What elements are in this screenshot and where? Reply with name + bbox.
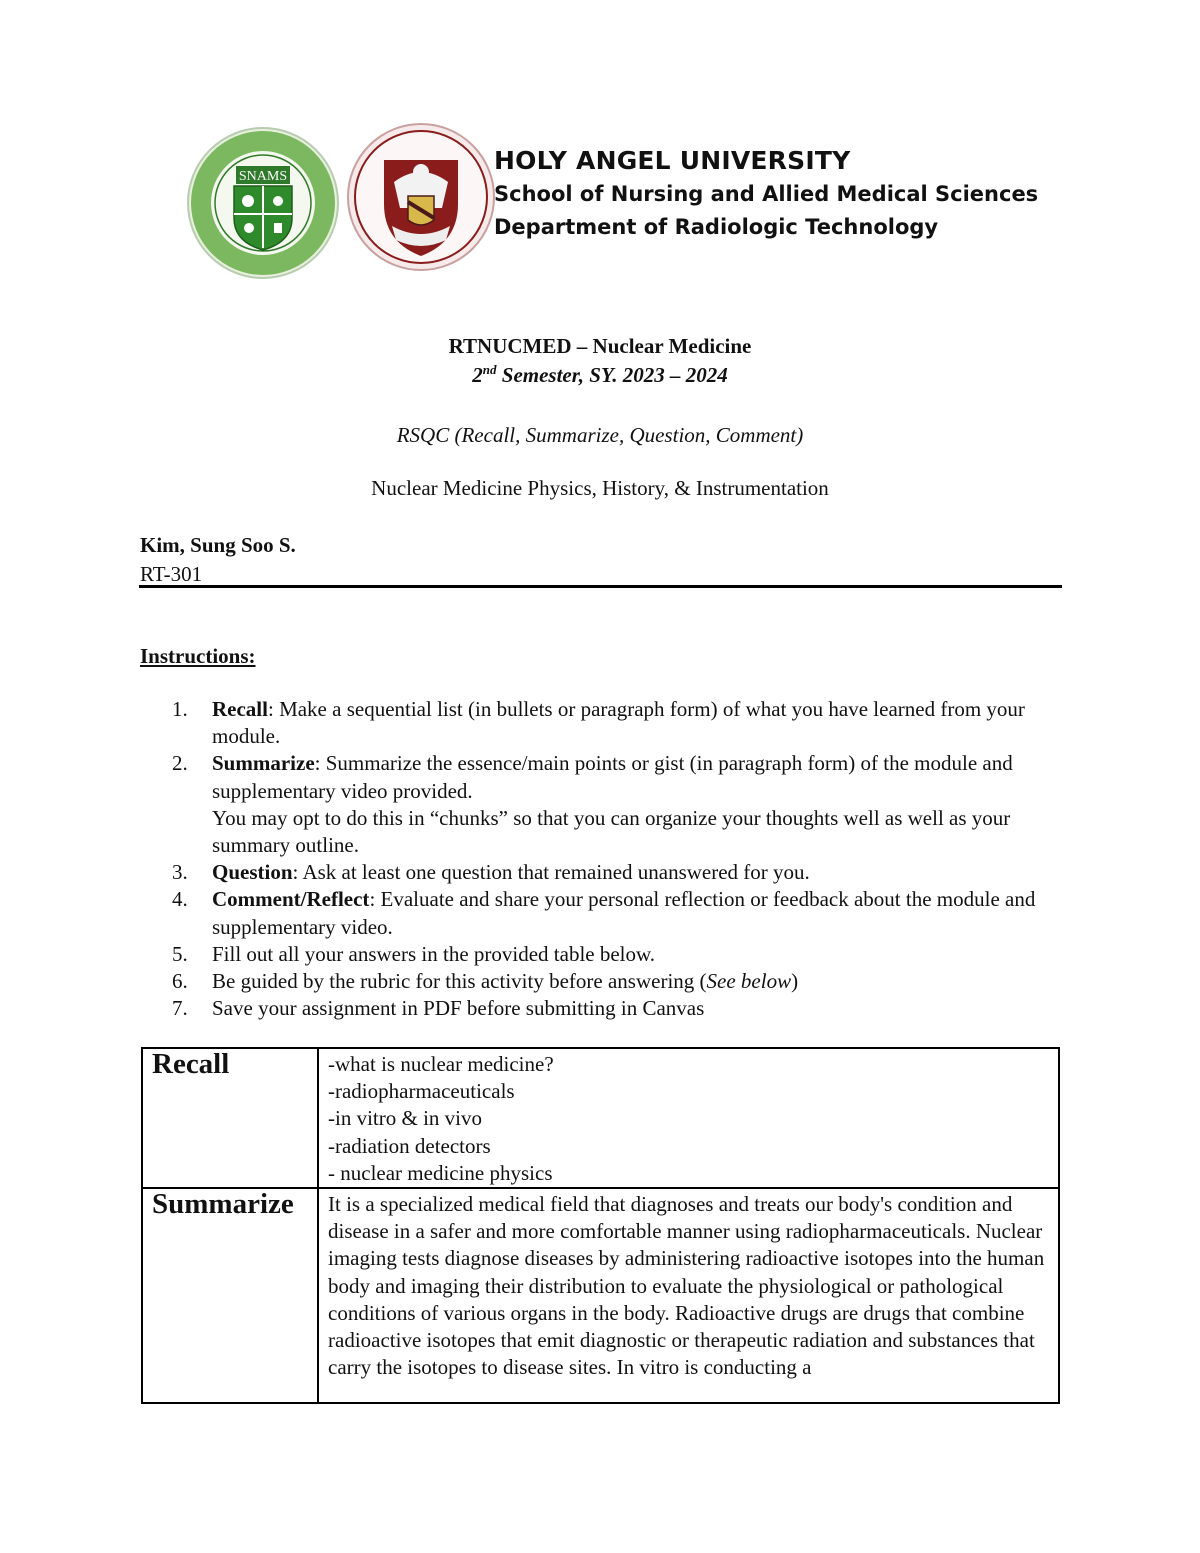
instruction-keyword: Comment/Reflect [212,887,370,912]
instruction-text: : Summarize the essence/main points or gist (in paragraph form) of the module and supplementary video provided. [212,751,1013,803]
instruction-text-end: ) [791,969,799,994]
instruction-item [172,859,1042,886]
university-heading [494,144,1038,244]
school-name: School of Nursing and Allied Medical Sciences [494,182,1039,206]
instruction-text: Fill out all your answers in the provided table below. [212,941,656,966]
semester-ordinal-suffix: nd [482,362,497,377]
student-section: RT-301 [140,562,203,586]
rsqc-table [141,1047,1060,1404]
holy-angel-university-seal-logo [346,122,496,272]
instructions-list [172,696,1042,1022]
snams-wordmark: SNAMS [238,169,288,184]
department-name: Department of Radiologic Technology [494,215,939,239]
instruction-number: 6. [172,969,188,994]
horizontal-rule [139,585,1062,588]
table-row-recall [142,1048,1059,1188]
instruction-item [172,941,1042,968]
instruction-italic-text: See below [706,969,792,994]
recall-item: - nuclear medicine physics [328,1160,553,1185]
summary-text: It is a specialized medical field that diagnoses and treats our body's condition and disease in a safer and more comfortable manner using radiopharmaceuticals. Nuclear imaging tests diagnose diseases by administering radioactive isotopes into the human body and imaging their distribution to evaluate the physiological or pathological conditions of various organs in the body. Radioactive drugs are drugs that combine radioactive isotopes that emit diagnostic or therapeutic radiation and substances that carry the isotopes to disease sites. In vitro is conducting a [328,1192,1045,1380]
topic-title: Nuclear Medicine Physics, History, & Instrumentation [371,476,829,500]
instructions-heading: Instructions: [140,644,256,668]
summarize-content [318,1188,1059,1403]
summarize-label: Summarize [142,1188,318,1403]
instruction-text: : Ask at least one question that remained unanswered for you. [292,860,810,885]
table-row-summarize [142,1188,1059,1403]
instruction-extra-text: You may opt to do this in “chunks” so that you can organize your thoughts well as well as your summary outline. [212,805,1011,858]
instruction-keyword: Question [212,860,293,885]
semester-year: Semester, SY. 2023 – 2024 [496,363,728,387]
instruction-number: 2. [172,751,188,776]
instruction-keyword: Recall [212,697,268,721]
recall-content [318,1048,1059,1188]
student-name: Kim, Sung Soo S. [140,533,296,557]
instruction-text: : Evaluate and share your personal reflection or feedback about the module and supplementary video. [212,887,1036,939]
university-name: HOLY ANGEL UNIVERSITY [494,146,851,175]
instruction-text: Be guided by the rubric for this activity before answering ( [212,969,707,994]
instruction-number: 1. [172,697,188,721]
instruction-item [172,968,1042,995]
instruction-number: 5. [172,941,188,966]
instruction-item [172,886,1042,940]
instruction-item [172,750,1042,859]
instruction-number: 3. [172,860,188,885]
document-header [186,122,1086,287]
instruction-text: : Make a sequential list (in bullets or paragraph form) of what you have learned from your module. [212,697,1025,749]
course-title: RTNUCMED – Nuclear Medicine [448,334,752,358]
instruction-number: 7. [172,996,188,1021]
semester-line [0,362,1200,388]
instruction-item [172,995,1042,1022]
instruction-text: Save your assignment in PDF before submitting in Canvas [212,996,705,1021]
instruction-keyword: Summarize [212,751,315,776]
snams-seal-logo [186,126,341,281]
semester-ordinal: 2 [472,363,483,387]
recall-item: -what is nuclear medicine? [328,1052,554,1076]
activity-title: RSQC (Recall, Summarize, Question, Comment) [396,423,804,447]
recall-item: -in vitro & in vivo [328,1106,482,1131]
instruction-number: 4. [172,887,188,912]
recall-item: -radiation detectors [328,1133,491,1158]
recall-item: -radiopharmaceuticals [328,1079,515,1104]
instruction-item [172,696,1042,750]
student-info [140,531,296,589]
recall-label: Recall [142,1048,318,1188]
